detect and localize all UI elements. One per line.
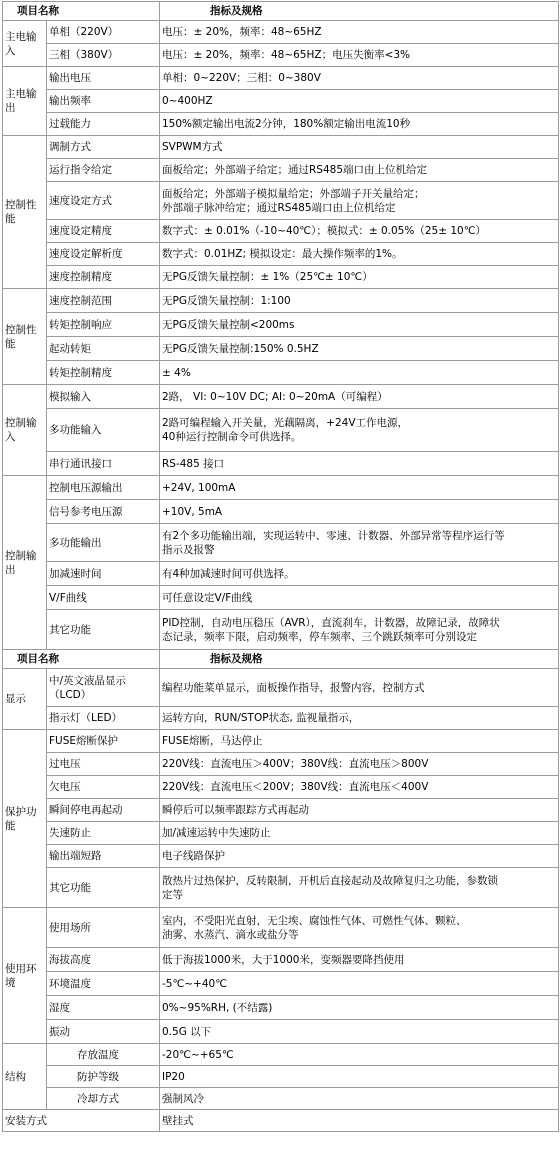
item-spec: +10V, 5mA <box>160 500 559 524</box>
item-spec: 无PG反馈矢量控制：1:100 <box>160 289 559 313</box>
item-label: 起动转矩 <box>47 337 160 361</box>
table-row <box>3 385 559 409</box>
table-row <box>3 266 559 289</box>
item-spec: FUSE熔断，马达停止 <box>160 730 559 753</box>
table-row <box>3 845 559 868</box>
item-spec: ± 4% <box>160 361 559 385</box>
category-control-performance-2: 控制性能 <box>3 289 47 385</box>
category-main-output: 主电输出 <box>3 67 47 136</box>
table-row <box>3 753 559 776</box>
spec-table <box>2 1 559 1132</box>
item-spec: 电压：± 20%，频率：48~65HZ <box>160 21 559 44</box>
header-spec: 指标及规格 <box>160 2 559 21</box>
item-label: 速度设定解析度 <box>47 243 160 266</box>
table-row <box>3 996 559 1020</box>
header-item-name: 项目名称 <box>3 650 160 669</box>
item-label: 其它功能 <box>47 610 160 650</box>
table-row <box>3 1044 559 1066</box>
item-label: 多功能输出 <box>47 524 160 562</box>
item-label: 瞬间停电再起动 <box>47 799 160 822</box>
item-spec: 0.5G 以下 <box>160 1020 559 1044</box>
table-row <box>3 776 559 799</box>
item-spec <box>160 409 559 452</box>
table-row <box>3 586 559 610</box>
item-spec: SVPWM方式 <box>160 136 559 159</box>
item-label: 失速防止 <box>47 822 160 845</box>
item-label: 冷却方式 <box>47 1088 160 1110</box>
table-row <box>3 337 559 361</box>
item-label: 过电压 <box>47 753 160 776</box>
item-label: 控制电压源输出 <box>47 476 160 500</box>
table-header <box>3 2 559 21</box>
category-structure: 结构 <box>3 1044 47 1110</box>
item-label: 过载能力 <box>47 113 160 136</box>
item-spec <box>160 908 559 948</box>
table-row <box>3 1110 559 1132</box>
table-row <box>3 159 559 182</box>
table-row <box>3 243 559 266</box>
item-spec: 瞬停后可以频率跟踪方式再起动 <box>160 799 559 822</box>
table-row <box>3 409 559 452</box>
item-spec: -20℃~+65℃ <box>160 1044 559 1066</box>
item-label-line: （LCD） <box>49 688 92 701</box>
item-spec: 0%~95%RH, (不结露) <box>160 996 559 1020</box>
item-spec: 编程功能菜单显示，面板操作指导，报警内容，控制方式 <box>160 669 559 707</box>
table-row <box>3 610 559 650</box>
header-item-name: 项目名称 <box>3 2 160 21</box>
item-spec-line: 散热片过热保护，反转限制，开机后直接起动及故障复归之功能，参数锁 <box>162 874 498 887</box>
item-label: 串行通讯接口 <box>47 452 160 476</box>
item-label-line: 中/英文液晶显示 <box>49 674 127 687</box>
table-row <box>3 182 559 220</box>
item-spec-line: 外部端子脉冲给定；通过RS485端口由上位机给定 <box>162 201 396 214</box>
table-row <box>3 113 559 136</box>
table-row <box>3 220 559 243</box>
item-spec: 单相：0~220V；三相：0~380V <box>160 67 559 90</box>
item-spec-line: 油雾、水蒸汽、滴水或盐分等 <box>162 928 299 941</box>
item-spec-line: 定等 <box>162 888 183 901</box>
table-row <box>3 361 559 385</box>
table-row <box>3 289 559 313</box>
table-row <box>3 1088 559 1110</box>
item-spec: 220V线：直流电压＞400V；380V线：直流电压＞800V <box>160 753 559 776</box>
item-label: 其它功能 <box>47 868 160 908</box>
item-spec: +24V, 100mA <box>160 476 559 500</box>
table-row <box>3 562 559 586</box>
item-spec: 0~400HZ <box>160 90 559 113</box>
item-spec: 有4种加减速时间可供选择。 <box>160 562 559 586</box>
item-label: 加减速时间 <box>47 562 160 586</box>
item-spec: 150%额定输出电流2分钟，180%额定输出电流10秒 <box>160 113 559 136</box>
item-label: 调制方式 <box>47 136 160 159</box>
item-spec: 数字式：± 0.01%（-10~40℃）；模拟式：± 0.05%（25± 10℃） <box>160 220 559 243</box>
item-spec: 运转方向，RUN/STOP状态, 监视量指示， <box>160 707 559 730</box>
item-label: V/F曲线 <box>47 586 160 610</box>
item-spec-line: PID控制，自动电压稳压（AVR），直流刹车，计数器，故障记录，故障状 <box>162 616 500 629</box>
item-label: 速度控制精度 <box>47 266 160 289</box>
item-spec: 低于海拔1000米，大于1000米，变频器要降挡使用 <box>160 948 559 972</box>
item-label: 存放温度 <box>47 1044 160 1066</box>
item-spec: 数字式：0.01HZ; 模拟设定：最大操作频率的1%。 <box>160 243 559 266</box>
item-spec: 面板给定；外部端子给定；通过RS485端口由上位机给定 <box>160 159 559 182</box>
table-row <box>3 822 559 845</box>
item-label: 环境温度 <box>47 972 160 996</box>
item-label: 转矩控制精度 <box>47 361 160 385</box>
item-label: 安装方式 <box>3 1110 160 1132</box>
table-row <box>3 972 559 996</box>
table-row <box>3 1020 559 1044</box>
item-label: 使用场所 <box>47 908 160 948</box>
item-spec <box>160 868 559 908</box>
item-spec: 无PG反馈矢量控制<200ms <box>160 313 559 337</box>
table-row <box>3 476 559 500</box>
table-row <box>3 500 559 524</box>
item-spec-line: 态记录，频率下限，启动频率，停车频率、三个跳跃频率可分别设定 <box>162 630 477 643</box>
item-spec: 2路， VI: 0~10V DC; AI: 0~20mA（可编程） <box>160 385 559 409</box>
item-label: 三相（380V） <box>47 44 160 67</box>
category-control-output: 控制输出 <box>3 476 47 650</box>
item-spec-line: 有2个多功能输出端，实现运转中、零速、计数器、外部异常等程序运行等 <box>162 529 505 542</box>
item-label: 速度设定方式 <box>47 182 160 220</box>
table-row <box>3 868 559 908</box>
item-spec-line: 指示及报警 <box>162 543 215 556</box>
item-spec <box>160 524 559 562</box>
item-label: 速度设定精度 <box>47 220 160 243</box>
item-label: 输出频率 <box>47 90 160 113</box>
item-spec: 电压：± 20%，频率：48~65HZ；电压失衡率<3% <box>160 44 559 67</box>
table-row <box>3 524 559 562</box>
item-label: 转矩控制响应 <box>47 313 160 337</box>
table-row <box>3 707 559 730</box>
category-display: 显示 <box>3 669 47 730</box>
table-row <box>3 21 559 44</box>
item-spec <box>160 182 559 220</box>
item-label: 欠电压 <box>47 776 160 799</box>
category-control-performance: 控制性能 <box>3 136 47 289</box>
item-spec: IP20 <box>160 1066 559 1088</box>
category-main-input: 主电输入 <box>3 21 47 67</box>
item-spec-line: 面板给定；外部端子模拟量给定；外部端子开关量给定； <box>162 187 425 200</box>
item-spec: 可任意设定V/F曲线 <box>160 586 559 610</box>
item-label: FUSE熔断保护 <box>47 730 160 753</box>
table-row <box>3 452 559 476</box>
item-spec: RS-485 接口 <box>160 452 559 476</box>
item-spec: -5℃~+40℃ <box>160 972 559 996</box>
item-spec: 220V线：直流电压＜200V；380V线：直流电压＜400V <box>160 776 559 799</box>
item-label <box>47 669 160 707</box>
category-protection: 保护功能 <box>3 730 47 908</box>
item-label: 单相（220V） <box>47 21 160 44</box>
item-spec: 无PG反馈矢量控制：± 1%（25℃± 10℃） <box>160 266 559 289</box>
item-label: 模拟输入 <box>47 385 160 409</box>
item-spec: 加/减速运转中失速防止 <box>160 822 559 845</box>
table-row <box>3 799 559 822</box>
item-label: 输出端短路 <box>47 845 160 868</box>
item-label: 运行指令给定 <box>47 159 160 182</box>
item-label: 速度控制范围 <box>47 289 160 313</box>
item-label: 信号参考电压源 <box>47 500 160 524</box>
table-row <box>3 90 559 113</box>
table-row <box>3 313 559 337</box>
category-control-input: 控制输入 <box>3 385 47 476</box>
item-spec: 无PG反馈矢量控制:150% 0.5HZ <box>160 337 559 361</box>
table-row <box>3 669 559 707</box>
table-row <box>3 44 559 67</box>
item-label: 振动 <box>47 1020 160 1044</box>
item-spec: 电子线路保护 <box>160 845 559 868</box>
item-label: 湿度 <box>47 996 160 1020</box>
item-label: 输出电压 <box>47 67 160 90</box>
table-row <box>3 730 559 753</box>
item-label: 海拔高度 <box>47 948 160 972</box>
table-row <box>3 1066 559 1088</box>
item-label: 防护等级 <box>47 1066 160 1088</box>
item-label: 指示灯（LED） <box>47 707 160 730</box>
table-row <box>3 908 559 948</box>
item-spec-line: 室内，不受阳光直射，无尘埃、腐蚀性气体、可燃性气体、颗粒、 <box>162 914 467 927</box>
item-spec-line: 2路可编程输入开关量，光藕隔离，+24V工作电源， <box>162 417 409 429</box>
item-spec-line: 40种运行控制命令可供选择。 <box>162 431 302 443</box>
table-row <box>3 67 559 90</box>
header-spec: 指标及规格 <box>160 650 559 669</box>
item-spec: 壁挂式 <box>160 1110 559 1132</box>
table-row <box>3 136 559 159</box>
table-header-repeat <box>3 650 559 669</box>
category-environment: 使用环境 <box>3 908 47 1044</box>
item-spec: 强制风冷 <box>160 1088 559 1110</box>
item-label: 多功能输入 <box>47 409 160 452</box>
item-spec <box>160 610 559 650</box>
table-row <box>3 948 559 972</box>
